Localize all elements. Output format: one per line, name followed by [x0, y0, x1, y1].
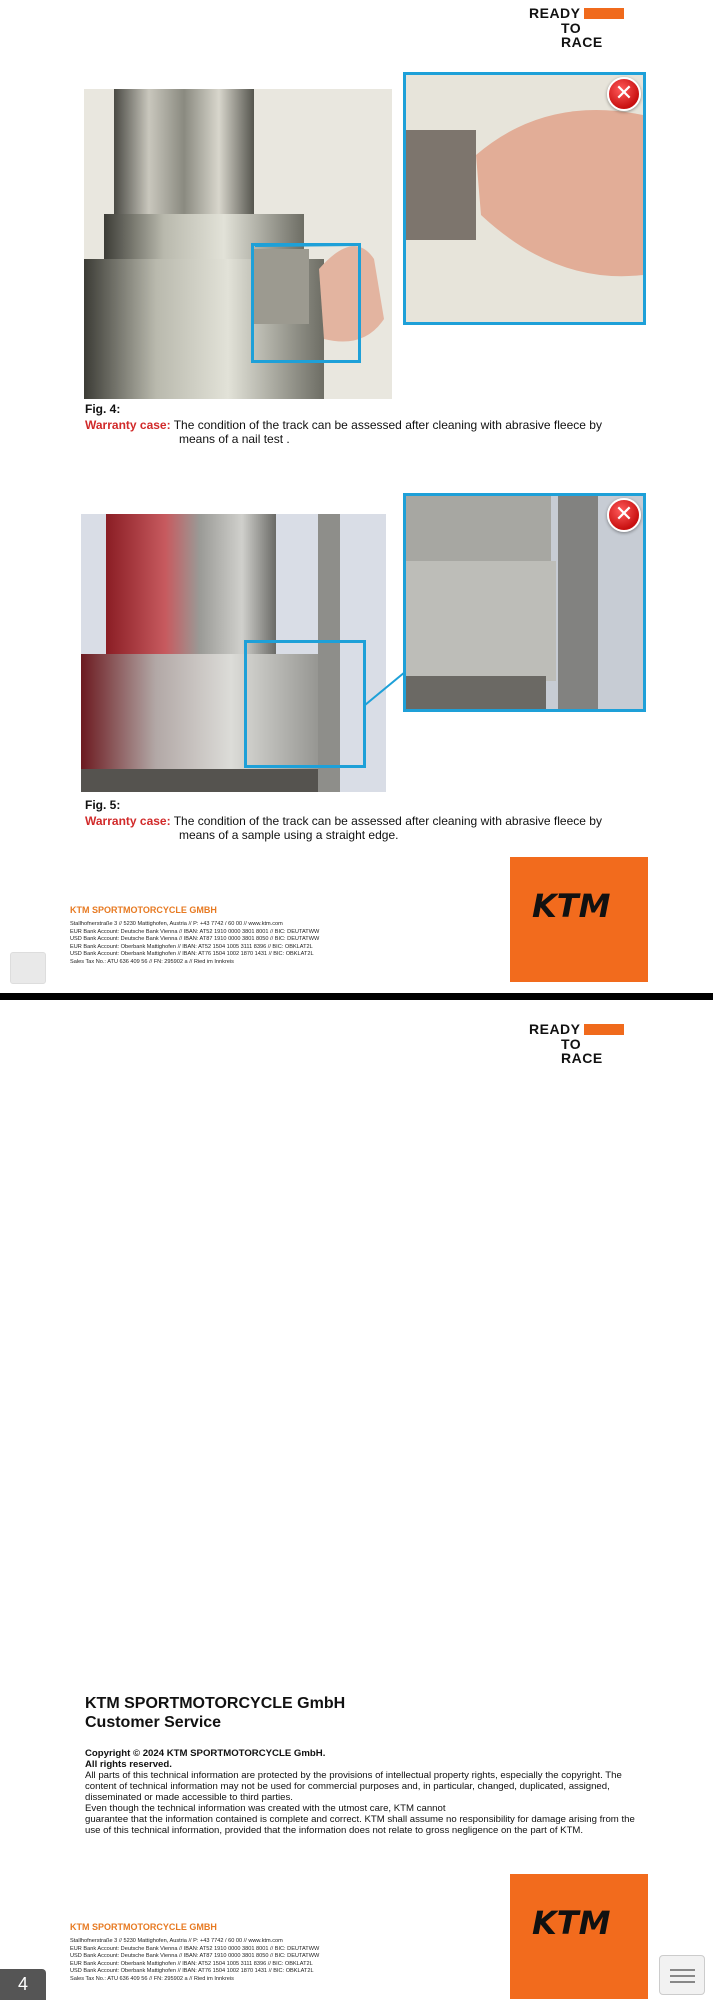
fig5-caption-line2: means of a sample using a straight edge.: [179, 828, 399, 842]
fig5-highlight-box: [244, 640, 366, 768]
ready-to-race-logo: [529, 1021, 627, 1066]
warranty-label: Warranty case:: [85, 418, 171, 432]
fig5-caption-line1: The condition of the track can be assessed after cleaning with abrasive fleece by: [173, 814, 602, 828]
ktm-logo-text: KTM: [532, 889, 611, 921]
fig4-caption: [85, 418, 630, 446]
ready-text: READY: [529, 5, 581, 21]
copyright-paragraph-2: Even though the technical information was created with the utmost care, KTM cannot: [85, 1803, 446, 1814]
fig4-caption-line2: means of a nail test .: [179, 432, 290, 446]
copyright-paragraph-1: All parts of this technical information are protected by the provisions of intellectual property rights, especially the copyright. The content of technical information may not be used for commercial purposes and, in particular, changed, duplicated, assigned, disseminated or made accessible to third parties.: [85, 1770, 622, 1803]
ready-text: READY: [529, 1021, 581, 1037]
fig4-caption-line1: The condition of the track can be assessed after cleaning with abrasive fleece by: [173, 418, 602, 432]
department-title: Customer Service: [85, 1714, 222, 1731]
menu-line: [670, 1969, 695, 1971]
footer-line: EUR Bank Account: Oberbank Mattighofen // IBAN: AT52 1504 1005 3111 8396 // BIC: OBKLAT2L: [70, 1960, 313, 1967]
copyright-line: Copyright © 2024 KTM SPORTMOTORCYCLE GmbH.: [85, 1748, 326, 1759]
menu-line: [670, 1981, 695, 1983]
logo-orange-bar: [584, 1024, 624, 1035]
footer: [70, 1922, 370, 1984]
fig4-highlight-box: [251, 243, 361, 363]
ktm-logo-text: KTM: [532, 1906, 611, 1938]
fig4-label: Fig. 4:: [85, 402, 121, 416]
reject-x-icon: ✕: [607, 77, 641, 111]
warranty-label: Warranty case:: [85, 814, 171, 828]
logo-orange-bar: [584, 8, 624, 19]
reject-x-icon: ✕: [607, 498, 641, 532]
footer-line: Sales Tax No.: ATU 636 409 56 // FN: 295902 a // Ried im Innkreis: [70, 1975, 234, 1982]
footer-line: EUR Bank Account: Oberbank Mattighofen // IBAN: AT52 1504 1005 3111 8396 // BIC: OBKLAT2L: [70, 943, 313, 950]
company-title: KTM SPORTMOTORCYCLE GmbH: [85, 1695, 346, 1712]
copyright-paragraph-3: guarantee that the information contained is complete and correct. KTM shall assume no responsibility for damage arising from the use of this technical information, provided that the information does not relate to gross negligence on the part of KTM.: [85, 1814, 635, 1836]
page-number-badge: 4: [0, 1969, 46, 2000]
footer-company: KTM SPORTMOTORCYCLE GMBH: [70, 905, 217, 915]
footer-line: Stallhofnerstraße 3 // 5230 Mattighofen, Austria // P: +43 7742 / 60 00 // www.ktm.com: [70, 921, 283, 927]
fig5-caption: [85, 814, 630, 842]
footer-line: Sales Tax No.: ATU 636 409 56 // FN: 295902 a // Ried im Innkreis: [70, 958, 234, 965]
footer: [70, 905, 370, 967]
footer-line: EUR Bank Account: Deutsche Bank Vienna // IBAN: AT52 1910 0000 3801 8001 // BIC: DEUTATWW: [70, 1945, 320, 1952]
to-race-text: TO RACE: [561, 20, 603, 50]
fig4-zoom-inset: [403, 72, 646, 325]
footer-line: USD Bank Account: Deutsche Bank Vienna // IBAN: AT87 1910 0000 3801 8050 // BIC: DEUTATWW: [70, 936, 320, 943]
copyright-notice: [85, 1748, 635, 1836]
ktm-logo: [510, 857, 648, 982]
ktm-logo: [510, 1874, 648, 1999]
menu-button[interactable]: [659, 1955, 705, 1995]
sidebar-toggle-button[interactable]: [10, 952, 46, 984]
footer-line: EUR Bank Account: Deutsche Bank Vienna // IBAN: AT52 1910 0000 3801 8001 // BIC: DEUTATWW: [70, 928, 320, 935]
document-page-1: [0, 0, 713, 993]
footer-line: USD Bank Account: Oberbank Mattighofen // IBAN: AT76 1504 1002 1870 1431 // BIC: OBKLAT2L: [70, 1968, 314, 1975]
footer-line: USD Bank Account: Deutsche Bank Vienna // IBAN: AT87 1910 0000 3801 8050 // BIC: DEUTATWW: [70, 1953, 320, 1960]
fig5-zoom-inset: [403, 493, 646, 712]
menu-line: [670, 1975, 695, 1977]
customer-service-heading: [85, 1694, 345, 1732]
footer-line: USD Bank Account: Oberbank Mattighofen // IBAN: AT76 1504 1002 1870 1431 // BIC: OBKLAT2L: [70, 951, 314, 958]
footer-company: KTM SPORTMOTORCYCLE GMBH: [70, 1922, 217, 1932]
rights-line: All rights reserved.: [85, 1759, 172, 1770]
ready-to-race-logo: [529, 5, 627, 50]
to-race-text: TO RACE: [561, 1036, 603, 1066]
fig5-label: Fig. 5:: [85, 798, 121, 812]
document-page-2: [0, 1000, 713, 2000]
footer-line: Stallhofnerstraße 3 // 5230 Mattighofen, Austria // P: +43 7742 / 60 00 // www.ktm.com: [70, 1938, 283, 1944]
page-divider: [0, 993, 713, 1000]
